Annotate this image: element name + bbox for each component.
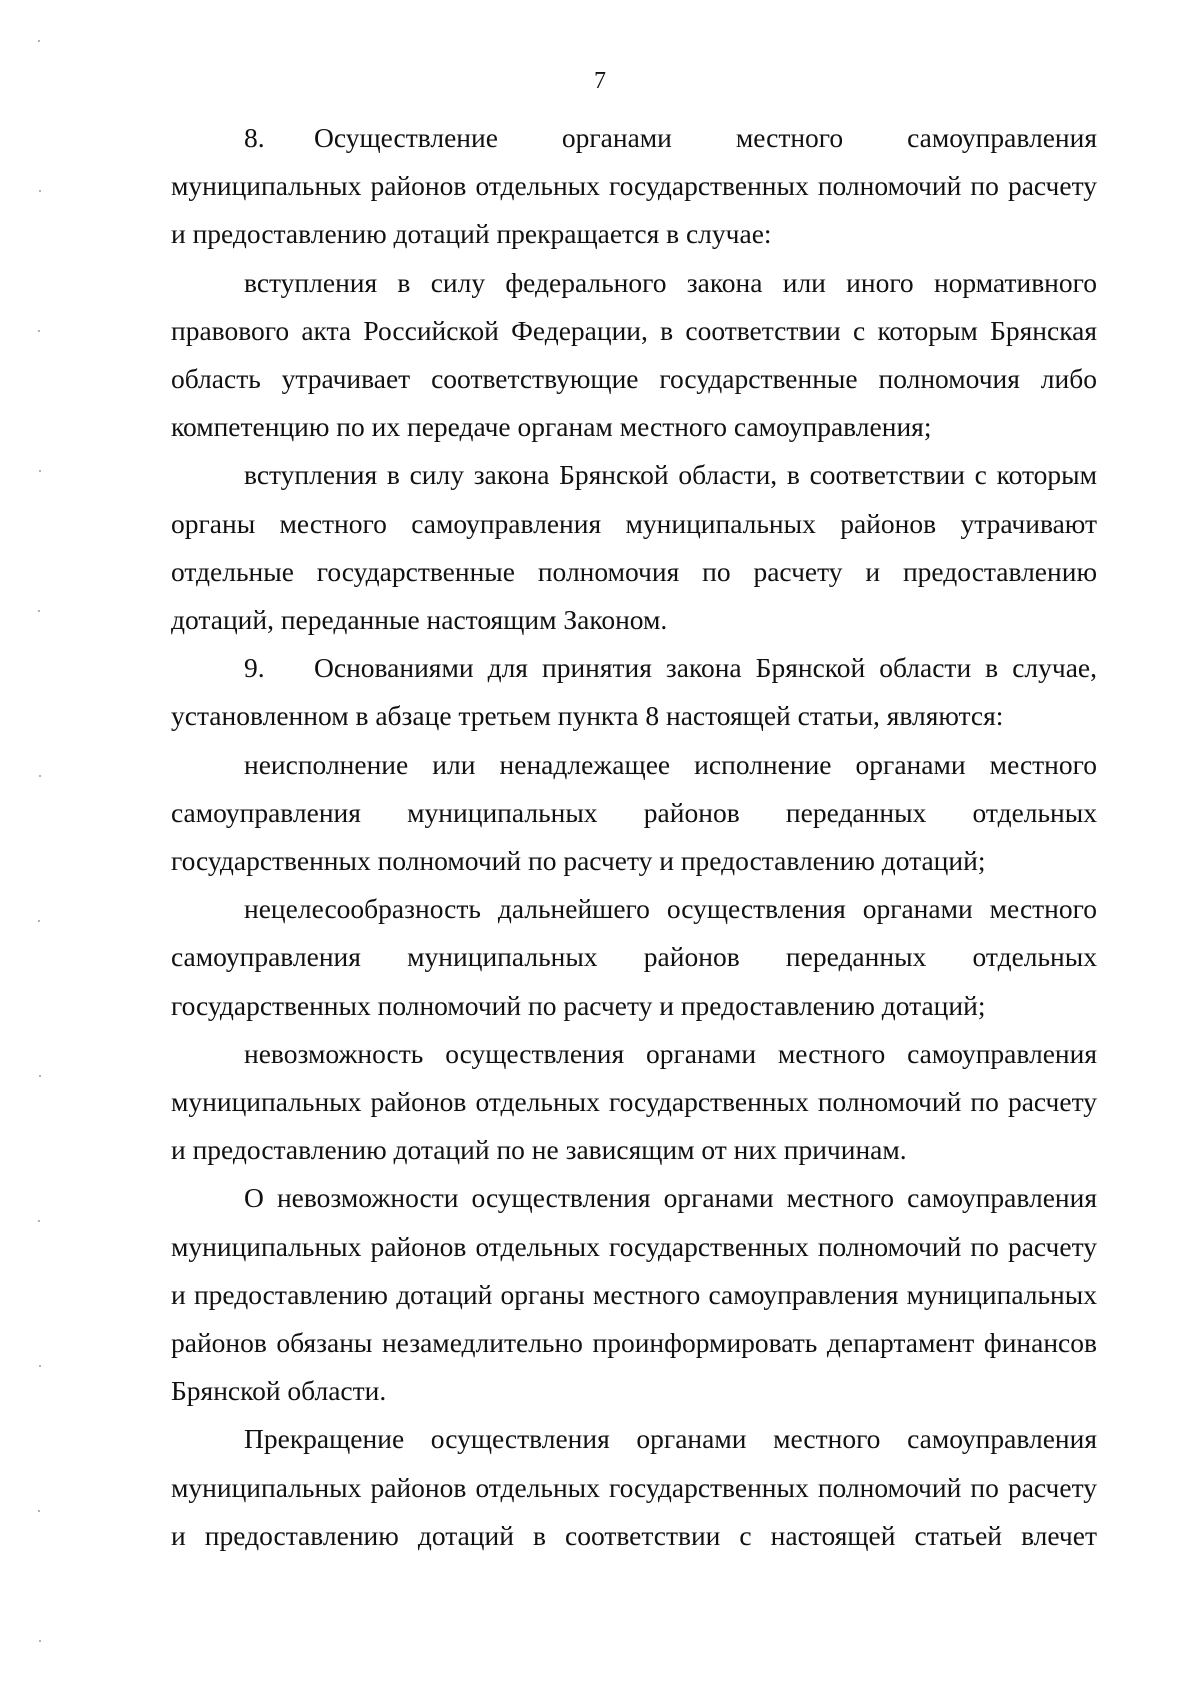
scan-dot bbox=[39, 1640, 41, 1642]
paragraph-text: вступления в силу закона Брянской области, в соответствии с которым органы местного самоуправления муниципальных районов утрачивают отдельные государственные полномочия по расчету и предоставлению дотаций, переданные настоящим Законом. bbox=[171, 459, 1097, 636]
paragraph-item-9 bbox=[171, 644, 1097, 740]
scan-dot bbox=[38, 1510, 40, 1512]
scan-dot bbox=[38, 920, 40, 922]
scan-dot bbox=[39, 470, 41, 472]
paragraph-text: Осуществление органами местного самоуправления муниципальных районов отдельных государственных полномочий по расчету и предоставлению дотаций прекращается в случае: bbox=[171, 122, 1097, 250]
scan-dot bbox=[38, 40, 40, 42]
scan-margin-marks bbox=[38, 0, 44, 1696]
paragraph-termination-consequence bbox=[171, 1415, 1097, 1560]
page-number: 7 bbox=[594, 68, 606, 94]
item-number: 8. bbox=[244, 122, 265, 153]
scan-dot bbox=[39, 1075, 41, 1077]
item-number: 9. bbox=[244, 652, 265, 684]
paragraph-condition-federal-law bbox=[171, 259, 1097, 452]
scan-dot bbox=[39, 190, 41, 192]
paragraph-text: О невозможности осуществления органами местного самоуправления муниципальных районов отдельных государственных полномочий по расчету и предоставлению дотаций органы местного самоуправления муниципальных районов обязаны незамедлительно проинформировать департамент финансов Брянской области. bbox=[171, 1182, 1097, 1407]
paragraph-ground-impossibility bbox=[171, 1030, 1097, 1175]
paragraph-ground-non-performance bbox=[171, 741, 1097, 886]
paragraph-item-8 bbox=[171, 114, 1097, 259]
scan-dot bbox=[38, 1220, 40, 1222]
scan-dot bbox=[38, 610, 40, 612]
scan-dot bbox=[39, 775, 41, 777]
paragraph-condition-regional-law bbox=[171, 451, 1097, 644]
scan-dot bbox=[38, 330, 40, 332]
paragraph-text: невозможность осуществления органами местного самоуправления муниципальных районов отдельных государственных полномочий по расчету и предоставлению дотаций по не зависящим от них причинам. bbox=[171, 1037, 1097, 1166]
paragraph-text: нецелесообразность дальнейшего осуществления органами местного самоуправления муниципальных районов переданных отдельных государственных полномочий по расчету и предоставлению дотаций; bbox=[171, 893, 1097, 1021]
paragraph-text: Прекращение осуществления органами местного самоуправления муниципальных районов отдельных государственных полномочий по расчету и предоставлению дотаций в соответствии с настоящей статьей влечет bbox=[171, 1423, 1097, 1551]
paragraph-text: вступления в силу федерального закона или иного нормативного правового акта Российской Федерации, в соответствии с которым Брянская область утрачивает соответствующие государственные полномочия либо компетенцию по их передаче органам местного самоуправления; bbox=[171, 266, 1097, 443]
paragraph-text: неисполнение или ненадлежащее исполнение органами местного самоуправления муниципальных районов переданных отдельных государственных полномочий по расчету и предоставлению дотаций; bbox=[171, 748, 1097, 877]
paragraph-notification-duty bbox=[171, 1174, 1097, 1415]
paragraph-ground-inexpediency bbox=[171, 885, 1097, 1030]
scan-dot bbox=[39, 1365, 41, 1367]
document-body bbox=[171, 114, 1097, 1560]
paragraph-text: Основаниями для принятия закона Брянской области в случае, установленном в абзаце третьем пункта 8 настоящей статьи, являются: bbox=[171, 652, 1097, 732]
